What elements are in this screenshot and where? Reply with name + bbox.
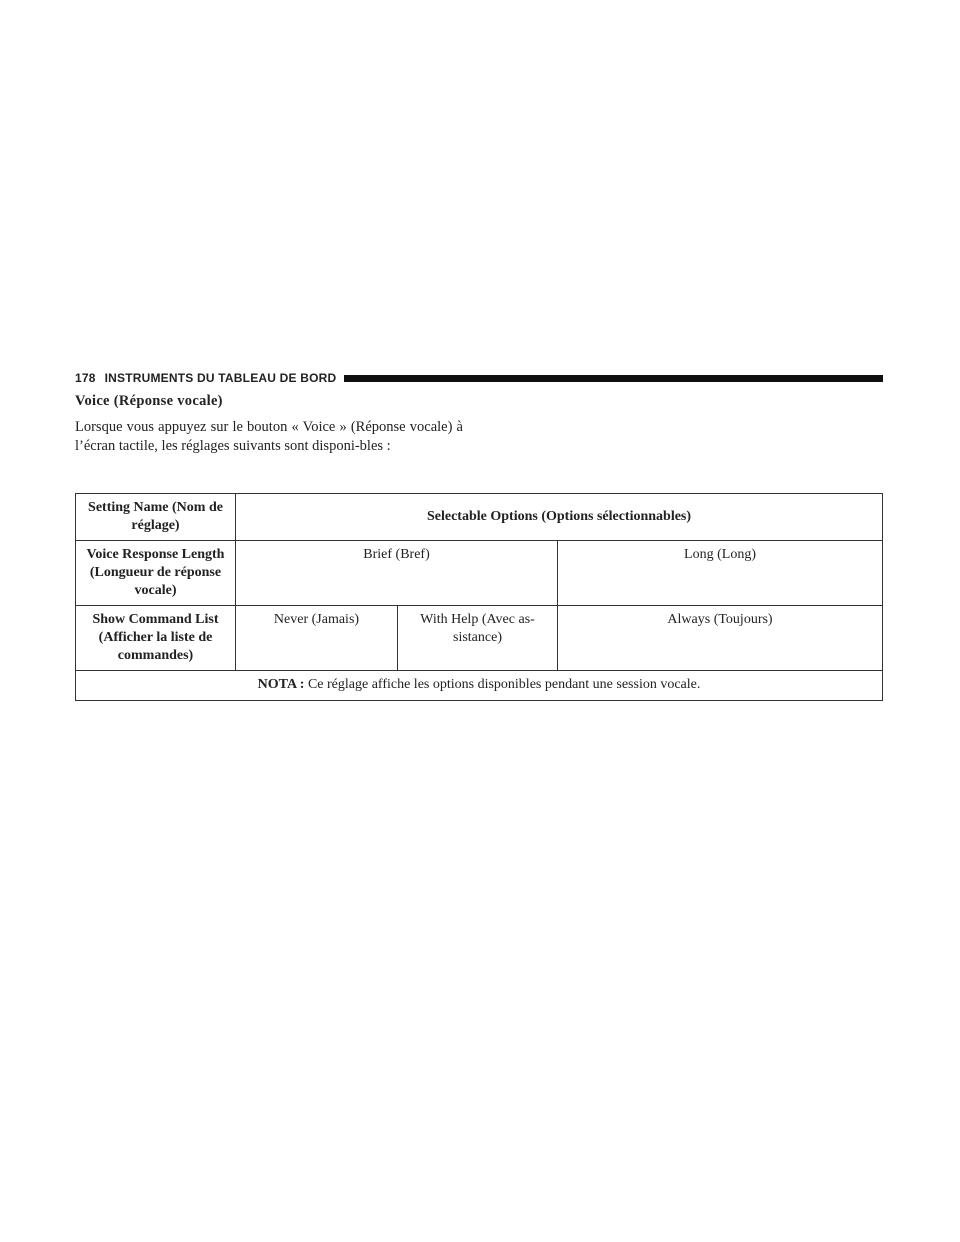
header-setting-name: Setting Name (Nom de réglage)	[76, 494, 236, 541]
table-header-row	[76, 494, 883, 541]
section-title: INSTRUMENTS DU TABLEAU DE BORD	[104, 371, 337, 385]
option-with-help: With Help (Avec as-sistance)	[398, 606, 558, 671]
option-always: Always (Toujours)	[558, 606, 883, 671]
table-row	[76, 606, 883, 671]
table-note-row	[76, 671, 883, 701]
header-selectable-options: Selectable Options (Options sélectionnables)	[236, 494, 883, 541]
option-never: Never (Jamais)	[236, 606, 398, 671]
header-rule	[344, 375, 883, 382]
subsection-title: Voice (Réponse vocale)	[75, 393, 223, 409]
note-cell	[76, 671, 883, 701]
intro-paragraph: Lorsque vous appuyez sur le bouton « Voice » (Réponse vocale) à l’écran tactile, les réglages suivants sont disponi-bles :	[75, 419, 463, 454]
note-label: NOTA :	[257, 677, 305, 692]
table-row	[76, 541, 883, 606]
option-brief: Brief (Bref)	[236, 541, 558, 606]
option-long: Long (Long)	[558, 541, 883, 606]
page-header	[75, 368, 883, 388]
note-text: Ce réglage affiche les options disponibles pendant une session vocale.	[307, 677, 701, 692]
page-number: 178	[75, 371, 96, 385]
voice-settings-table	[75, 493, 883, 701]
setting-show-command-list: Show Command List (Afficher la liste de commandes)	[76, 606, 236, 671]
setting-voice-response-length: Voice Response Length (Longueur de réponse vocale)	[76, 541, 236, 606]
